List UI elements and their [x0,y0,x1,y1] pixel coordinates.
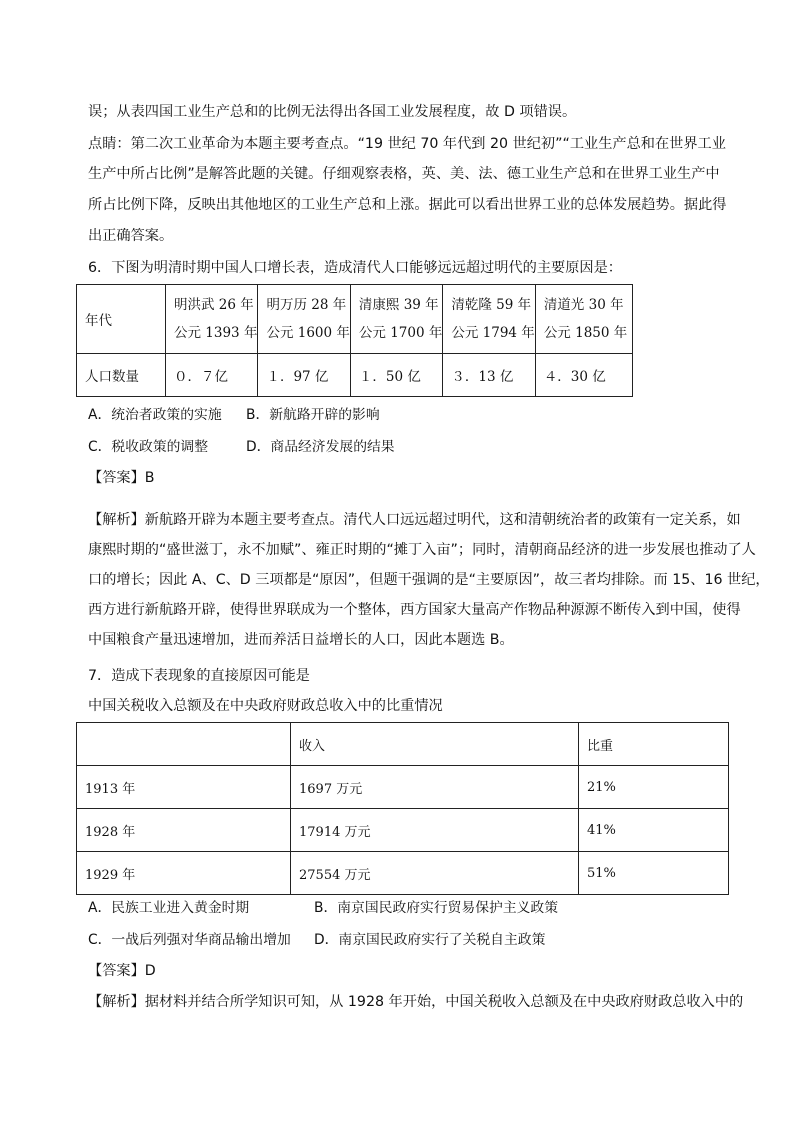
table-cell [258,354,350,397]
table-cell [443,285,535,354]
intro-line: 所占比例下降，反映出其他地区的工业生产总和上涨。据此可以看出世界工业的总体发展趋势。据此得 [88,197,727,213]
era-name: 清康熙 39 年 [358,297,439,313]
population-value: ４．30 亿 [543,369,606,385]
analysis-line: 口的增长；因此 A、C、D 三项都是“原因”，但题干强调的是“主要原因”，故三者均排除。而 15、16 世纪， [88,572,770,588]
option-d: D．南京国民政府实行了关税自主政策 [314,932,546,948]
intro-line: 误；从表四国工业生产总和的比例无法得出各国工业发展程度，故 D 项错误。 [88,104,577,120]
table-cell [579,766,729,809]
table-cell [291,809,579,852]
header-income: 收入 [299,738,326,754]
header-proportion: 比重 [587,738,614,754]
era-year: 公元 1393 年 [174,325,258,341]
analysis-line: 中国粮食产量迅速增加，进而养活日益增长的人口，因此本题选 B。 [88,632,514,648]
population-value: １．97 亿 [266,369,329,385]
intro-line: 出正确答案。 [88,228,174,244]
income-value: 17914 万元 [299,824,371,840]
table-cell [166,354,258,397]
analysis-line: 康熙时期的“盛世滋丁，永不加赋”、雍正时期的“摊丁入亩”；同时，清朝商品经济的进一步发展也推动了人 [88,542,756,558]
table-row [77,766,729,809]
option-a: A．统治者政策的实施 [88,407,222,423]
tariff-table [76,722,729,895]
table-cell [350,285,442,354]
table-cell [579,809,729,852]
table-cell [535,354,632,397]
table-cell [77,809,291,852]
table-cell [579,852,729,895]
era-year: 公元 1700 年 [358,325,443,341]
table-row [77,809,729,852]
question-7-options-row-1 [88,898,558,918]
question-7-options-row-2 [88,930,545,950]
option-b: B．新航路开辟的影响 [246,407,380,423]
table-cell [579,723,729,766]
era-year: 公元 1850 年 [543,325,628,341]
table-row [77,852,729,895]
proportion-value: 21% [587,779,616,795]
table-cell [77,285,166,354]
row-label-population: 人口数量 [85,369,139,385]
table-row [77,354,633,397]
question-6-answer: 【答案】B [88,470,155,486]
analysis-line: 【解析】新航路开辟为本题主要考查点。清代人口远远超过明代，这和清朝统治者的政策有一定关系，如 [88,512,741,528]
income-value: 1697 万元 [299,781,363,797]
row-label-era: 年代 [85,313,112,329]
table-cell [291,852,579,895]
table-row [77,723,729,766]
table-cell [77,852,291,895]
question-7-caption: 中国关税收入总额及在中央政府财政总收入中的比重情况 [88,698,443,714]
year-value: 1929 年 [85,867,136,883]
intro-line: 点睛：第二次工业革命为本题主要考查点。“19 世纪 70 年代到 20 世纪初”“工业生产总和在世界工业 [88,136,726,152]
question-7-answer: 【答案】D [88,963,156,979]
table-cell [258,285,350,354]
population-value: ３．13 亿 [451,369,514,385]
proportion-value: 51% [587,865,616,881]
population-value: １．50 亿 [358,369,421,385]
era-year: 公元 1794 年 [451,325,535,341]
analysis-line: 【解析】据材料并结合所学知识可知，从 1928 年开始，中国关税收入总额及在中央政府财政总收入中的 [88,994,744,1010]
option-d: D．商品经济发展的结果 [246,439,395,455]
year-value: 1928 年 [85,824,136,840]
proportion-value: 41% [587,822,616,838]
table-cell [166,285,258,354]
era-name: 清道光 30 年 [543,297,624,313]
table-cell [77,354,166,397]
question-6-options-row-1 [88,405,380,425]
question-7-stem: 7．造成下表现象的直接原因可能是 [88,668,310,684]
era-name: 清乾隆 59 年 [451,297,532,313]
option-b: B．南京国民政府实行贸易保护主义政策 [314,900,559,916]
population-value: ０．７亿 [174,369,228,385]
option-c: C．税收政策的调整 [88,439,209,455]
table-cell [77,766,291,809]
analysis-line: 西方进行新航路开辟，使得世界联成为一个整体，西方国家大量高产作物品种源源不断传入到中国，使得 [88,602,741,618]
table-cell [350,354,442,397]
table-row [77,285,633,354]
table-cell [291,723,579,766]
option-a: A．民族工业进入黄金时期 [88,900,250,916]
option-c: C．一战后列强对华商品输出增加 [88,932,291,948]
table-cell [77,723,291,766]
era-name: 明洪武 26 年 [174,297,254,313]
income-value: 27554 万元 [299,867,371,883]
intro-line: 生产中所占比例”是解答此题的关键。仔细观察表格，英、美、法、德工业生产总和在世界工业生产中 [88,166,720,182]
question-6-stem: 6．下图为明清时期中国人口增长表，造成清代人口能够远远超过明代的主要原因是： [88,260,622,276]
year-value: 1913 年 [85,781,136,797]
era-name: 明万历 28 年 [266,297,347,313]
era-year: 公元 1600 年 [266,325,350,341]
population-table [76,284,633,397]
table-cell [443,354,535,397]
table-cell [291,766,579,809]
question-6-options-row-2 [88,437,395,457]
table-cell [535,285,632,354]
